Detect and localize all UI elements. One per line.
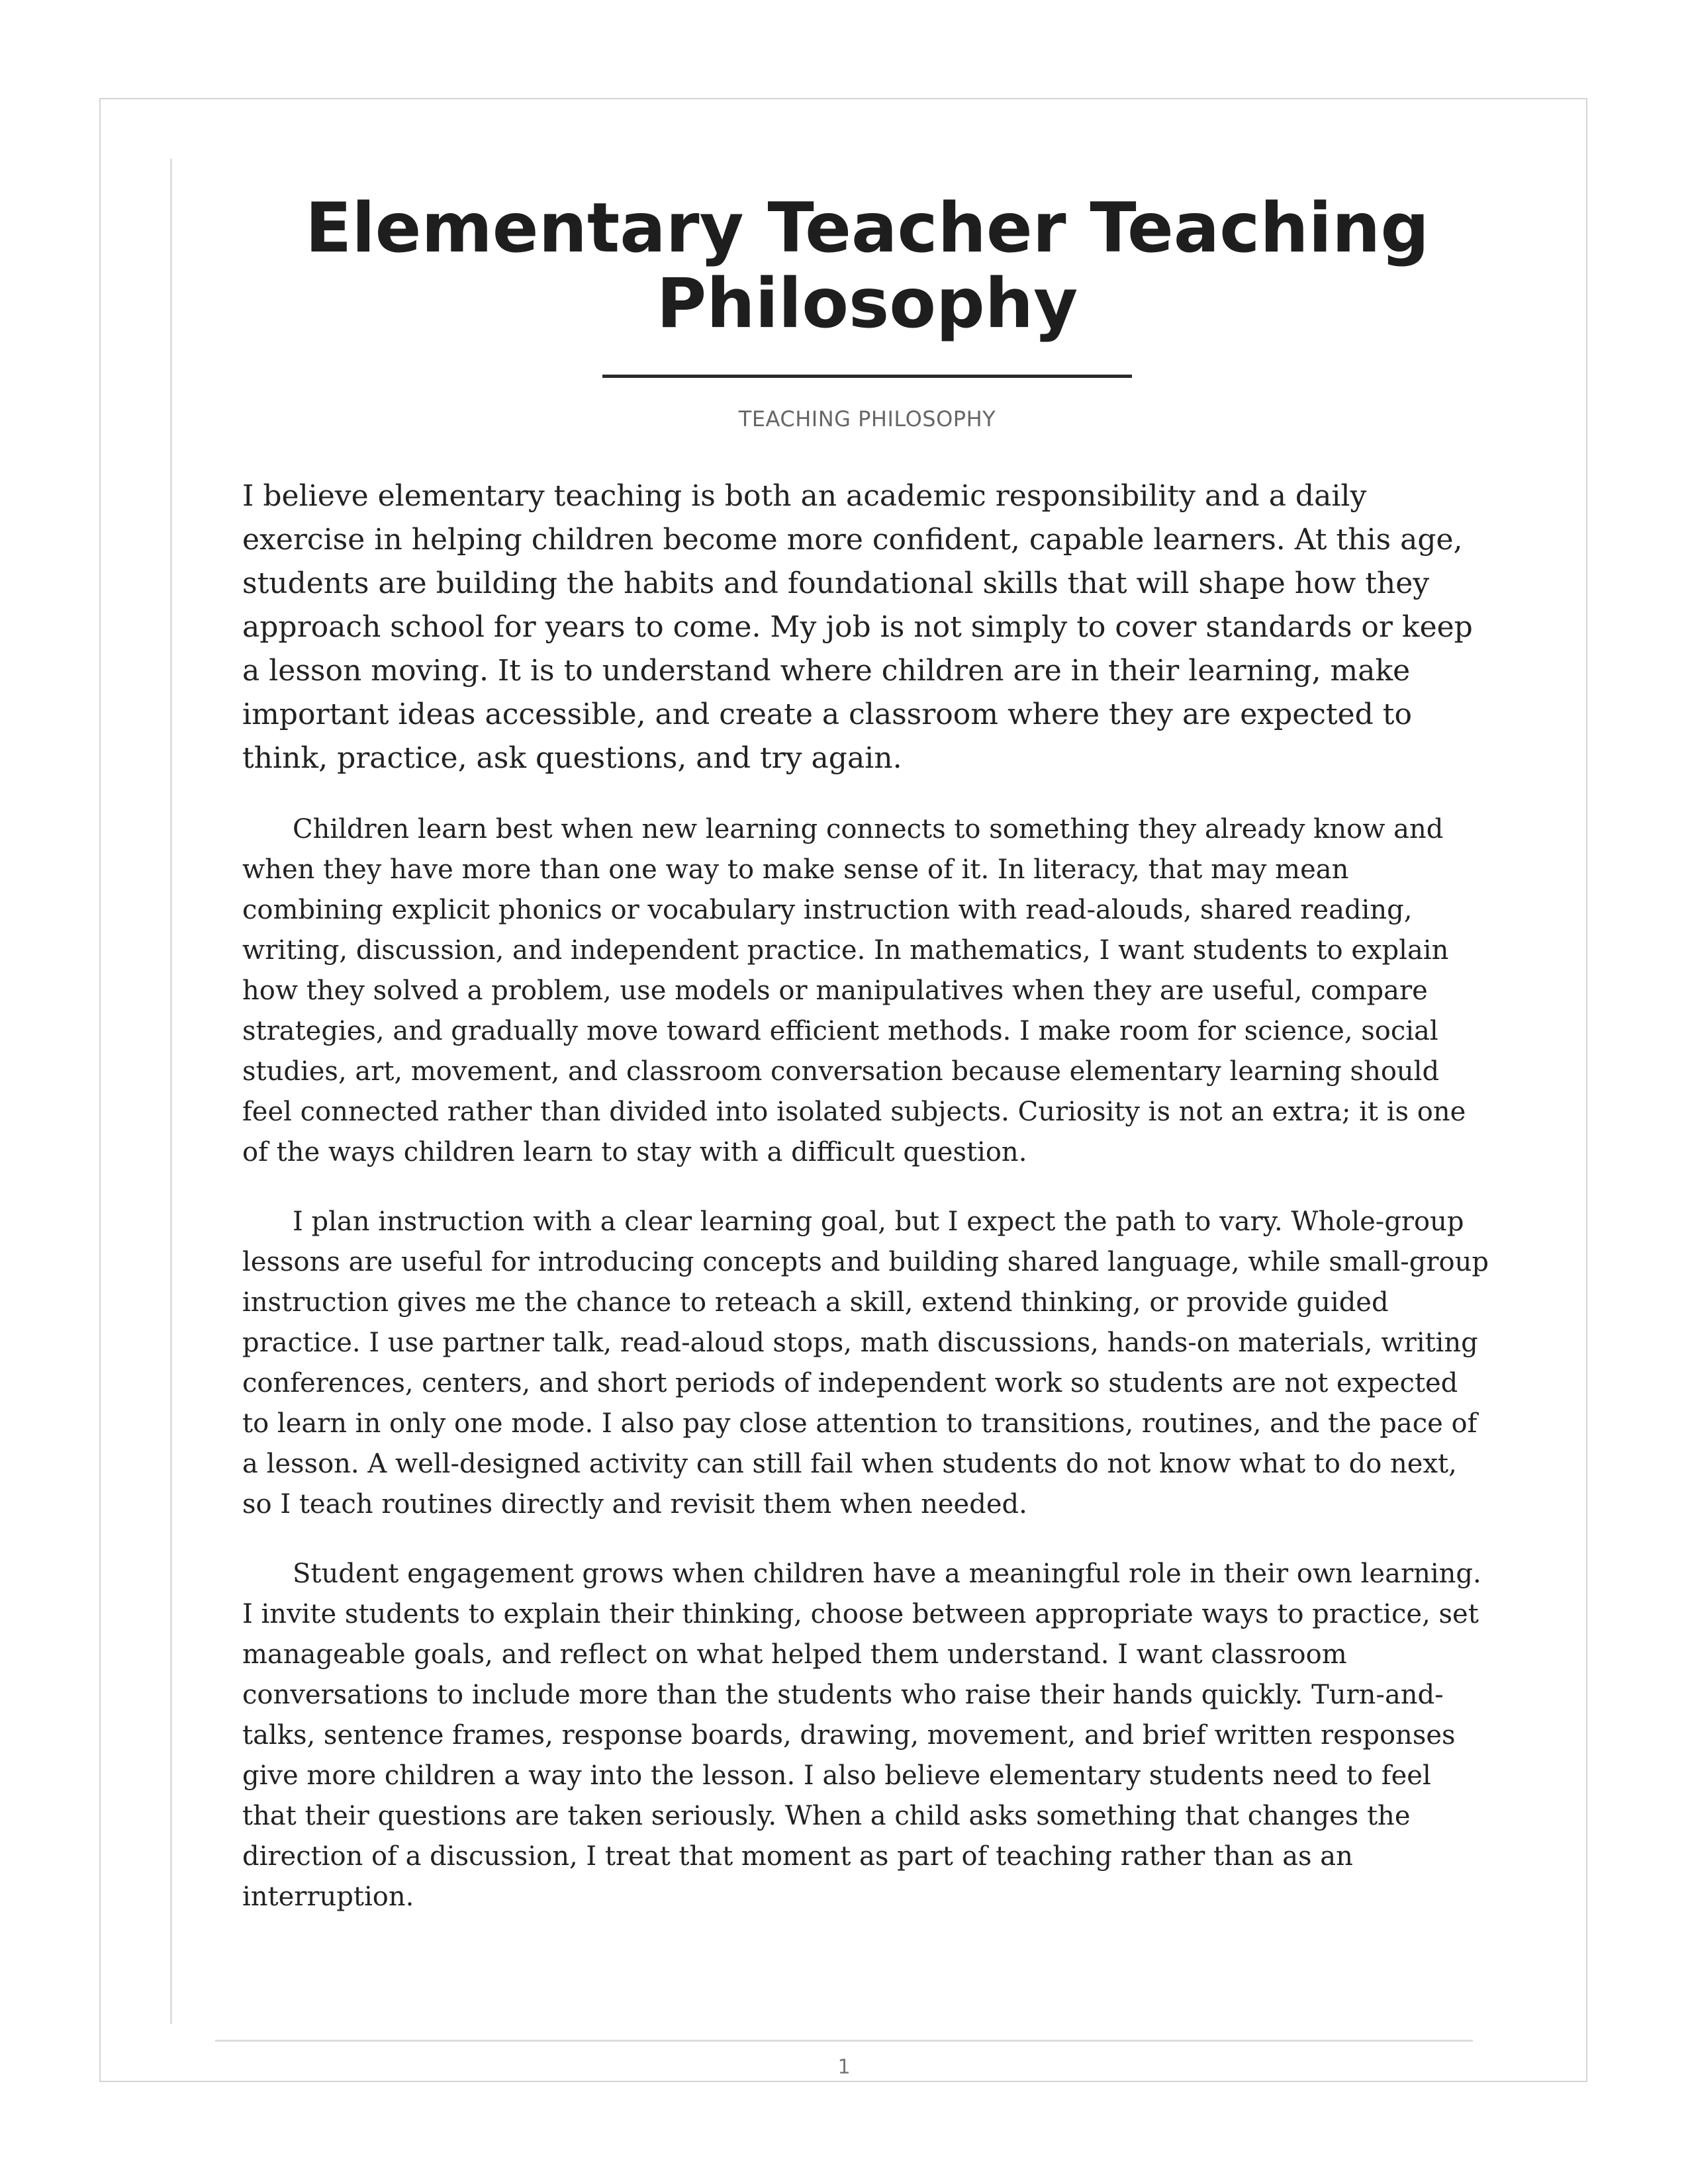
title-underline bbox=[602, 375, 1132, 378]
lead-paragraph: I believe elementary teaching is both an academic responsibility and a daily exercise in helping children become more confident, capable learners. At this age, students are building the habits and foundational skills that will shape how they approach school for years to come. My job is not simply to cover standards or keep a lesson moving. It is to understand where children are in their learning, make important ideas accessible, and create a classroom where they are expected to think, practice, ask questions, and try again. bbox=[242, 479, 1473, 775]
body-paragraph-1: Children learn best when new learning connects to something they already know and when they have more than one way to make sense of it. In literacy, that may mean combining explicit phonics or vocabulary instruction with read-alouds, shared reading, writing, discussion, and independent practice. In mathematics, I want students to explain how they solved a problem, use models or manipulatives when they are useful, compare strategies, and gradually move toward efficient methods. I make room for science, social studies, art, movement, and classroom conversation because elementary learning should feel connected rather than divided into isolated subjects. Curiosity is not an extra; it is one of the ways children learn to stay with a difficult question. bbox=[242, 814, 1466, 1167]
footer-divider bbox=[215, 2040, 1473, 2042]
left-margin-rule bbox=[170, 159, 172, 2024]
document-body bbox=[242, 179, 1492, 1917]
body-paragraph-3: Student engagement grows when children have a meaningful role in their own learning. I invite students to explain their thinking, choose between appropriate ways to practice, set manageable goals, and reflect on what helped them understand. I want classroom conversations to include more than the students who raise their hands quickly. Turn-and-talks, sentence frames, response boards, drawing, movement, and brief written responses give more children a way into the lesson. I also believe elementary students need to feel that their questions are taken seriously. When a child asks something that changes the direction of a discussion, I treat that moment as part of teaching rather than as an interruption. bbox=[242, 1559, 1481, 1912]
document-subtitle: TEACHING PHILOSOPHY bbox=[738, 406, 996, 432]
body-paragraph-2: I plan instruction with a clear learning goal, but I expect the path to vary. Whole-group lessons are useful for introducing concepts and building shared language, while small-group instruction gives me the chance to reteach a skill, extend thinking, or provide guided practice. I use partner talk, read-aloud stops, math discussions, hands-on materials, writing conferences, centers, and short periods of independent work so students are not expected to learn in only one mode. I also pay close attention to transitions, routines, and the pace of a lesson. A well-designed activity can still fail when students do not know what to do next, so I teach routines directly and revisit them when needed. bbox=[242, 1206, 1489, 1520]
page-number: 1 bbox=[837, 2056, 851, 2079]
document-title: Elementary Teacher Teaching Philosophy bbox=[305, 189, 1430, 343]
